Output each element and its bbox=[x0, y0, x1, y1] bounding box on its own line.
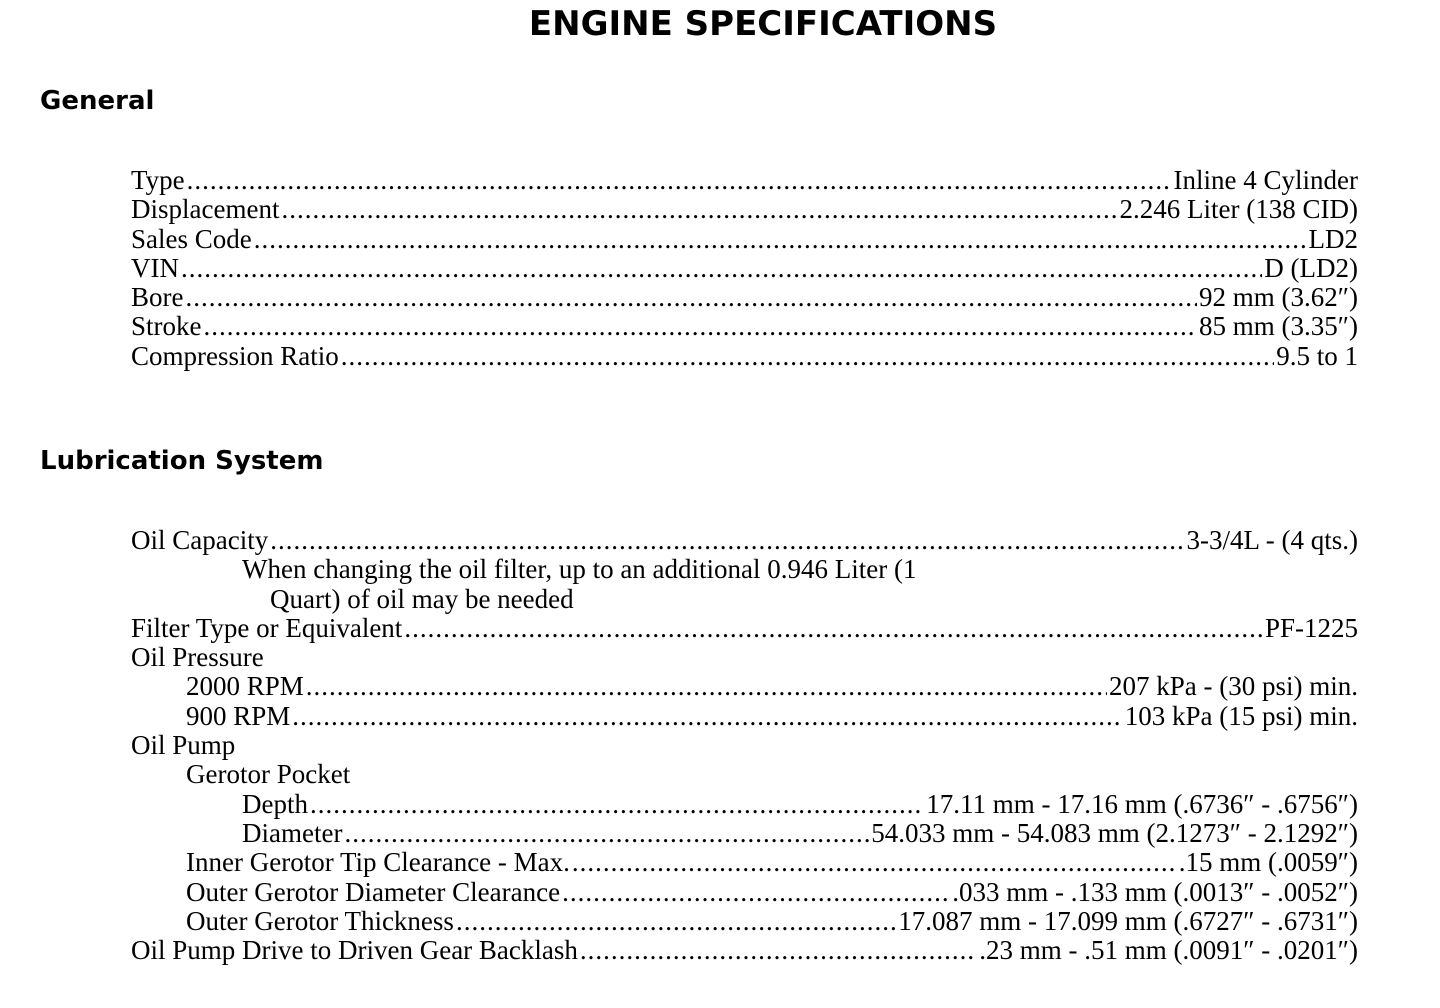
spec-label: Outer Gerotor Diameter Clearance bbox=[186, 876, 561, 907]
spec-value: 9.5 to 1 bbox=[1276, 340, 1358, 371]
spec-value: 17.087 mm - 17.099 mm (.6727″ - .6731″) bbox=[898, 905, 1358, 936]
spec-row-pressure-2000 bbox=[0, 672, 1440, 701]
oil-filter-note-line2 bbox=[0, 585, 1440, 614]
subheading-text: Gerotor Pocket bbox=[186, 759, 351, 790]
section-heading-general: General bbox=[40, 86, 155, 116]
section-heading-lubrication: Lubrication System bbox=[40, 446, 324, 476]
spec-label: Bore bbox=[131, 282, 184, 313]
gerotor-pocket-heading bbox=[0, 760, 1440, 789]
spec-row-compression-ratio bbox=[0, 342, 1440, 371]
leader-dots bbox=[580, 936, 977, 965]
spec-row-sales-code bbox=[0, 225, 1440, 254]
spec-row-vin bbox=[0, 254, 1440, 283]
leader-dots bbox=[204, 312, 1198, 341]
spec-value: .23 mm - .51 mm (.0091″ - .0201″) bbox=[979, 935, 1358, 966]
leader-dots bbox=[181, 254, 1262, 283]
spec-value: 17.11 mm - 17.16 mm (.6736″ - .6756″) bbox=[926, 788, 1358, 819]
spec-row-displacement bbox=[0, 195, 1440, 224]
lubrication-spec-list bbox=[0, 526, 1440, 965]
spec-value: 3-3/4L - (4 qts.) bbox=[1186, 525, 1358, 555]
spec-label: Compression Ratio bbox=[131, 340, 339, 371]
spec-value: PF-1225 bbox=[1264, 612, 1358, 643]
spec-label: Depth bbox=[242, 788, 308, 819]
spec-value: LD2 bbox=[1308, 223, 1358, 254]
spec-row-inner-tip-clearance bbox=[0, 848, 1440, 877]
leader-dots bbox=[292, 702, 1122, 731]
leader-dots bbox=[344, 819, 869, 848]
oil-filter-note-line1 bbox=[0, 555, 1440, 584]
spec-value: 85 mm (3.35″) bbox=[1199, 311, 1358, 342]
spec-label: 2000 RPM bbox=[186, 671, 304, 702]
leader-dots bbox=[404, 614, 1263, 643]
spec-label: VIN bbox=[131, 252, 179, 283]
spec-value: 2.246 Liter (138 CID) bbox=[1119, 194, 1358, 225]
leader-dots bbox=[456, 907, 896, 936]
spec-value: .15 mm (.0059″) bbox=[1178, 847, 1358, 878]
spec-label: Stroke bbox=[131, 311, 202, 342]
spec-label: Sales Code bbox=[131, 223, 252, 254]
spec-label: Oil Pump Drive to Driven Gear Backlash bbox=[131, 935, 578, 966]
leader-dots bbox=[185, 283, 1197, 312]
spec-row-filter-type bbox=[0, 614, 1440, 643]
leader-dots bbox=[270, 526, 1184, 555]
spec-value: 92 mm (3.62″) bbox=[1199, 282, 1358, 313]
spec-label: Filter Type or Equivalent bbox=[131, 612, 403, 643]
leader-dots bbox=[562, 878, 950, 907]
spec-value: .033 mm - .133 mm (.0013″ - .0052″) bbox=[952, 876, 1358, 907]
spec-row-depth bbox=[0, 790, 1440, 819]
page-title: ENGINE SPECIFICATIONS bbox=[528, 4, 998, 44]
spec-label: Inner Gerotor Tip Clearance - Max. bbox=[186, 847, 570, 878]
spec-label: Displacement bbox=[131, 194, 280, 225]
spec-row-oil-capacity bbox=[0, 526, 1440, 555]
spec-label: Oil Capacity bbox=[131, 525, 269, 555]
spec-row-pressure-900 bbox=[0, 702, 1440, 731]
leader-dots bbox=[187, 166, 1172, 195]
note-text: When changing the oil filter, up to an additional 0.946 Liter (1 bbox=[242, 554, 917, 585]
spec-row-stroke bbox=[0, 312, 1440, 341]
spec-label: Type bbox=[131, 165, 185, 195]
leader-dots bbox=[281, 195, 1117, 224]
spec-value: 207 kPa - (30 psi) min. bbox=[1109, 671, 1358, 702]
spec-value: 103 kPa (15 psi) min. bbox=[1124, 700, 1358, 731]
spec-row-diameter bbox=[0, 819, 1440, 848]
spec-value: 54.033 mm - 54.083 mm (2.1273″ - 2.1292″) bbox=[871, 817, 1358, 848]
leader-dots bbox=[306, 672, 1107, 701]
spec-label: Diameter bbox=[242, 817, 343, 848]
spec-label: 900 RPM bbox=[186, 700, 291, 731]
spec-row-bore bbox=[0, 283, 1440, 312]
oil-pressure-heading bbox=[0, 643, 1440, 672]
leader-dots bbox=[254, 225, 1307, 254]
spec-row-outer-thickness bbox=[0, 907, 1440, 936]
spec-row-gear-backlash bbox=[0, 936, 1440, 965]
note-text: Quart) of oil may be needed bbox=[270, 583, 574, 614]
spec-value: Inline 4 Cylinder bbox=[1173, 165, 1358, 195]
oil-pump-heading bbox=[0, 731, 1440, 760]
general-spec-list bbox=[0, 166, 1440, 371]
leader-dots bbox=[341, 342, 1274, 371]
spec-row-outer-diameter-clearance bbox=[0, 878, 1440, 907]
leader-dots bbox=[310, 790, 924, 819]
spec-label: Outer Gerotor Thickness bbox=[186, 905, 454, 936]
spec-value: D (LD2) bbox=[1264, 252, 1358, 283]
leader-dots bbox=[572, 848, 1177, 877]
subheading-text: Oil Pressure bbox=[131, 642, 264, 673]
subheading-text: Oil Pump bbox=[131, 730, 236, 761]
spec-row-type bbox=[0, 166, 1440, 195]
